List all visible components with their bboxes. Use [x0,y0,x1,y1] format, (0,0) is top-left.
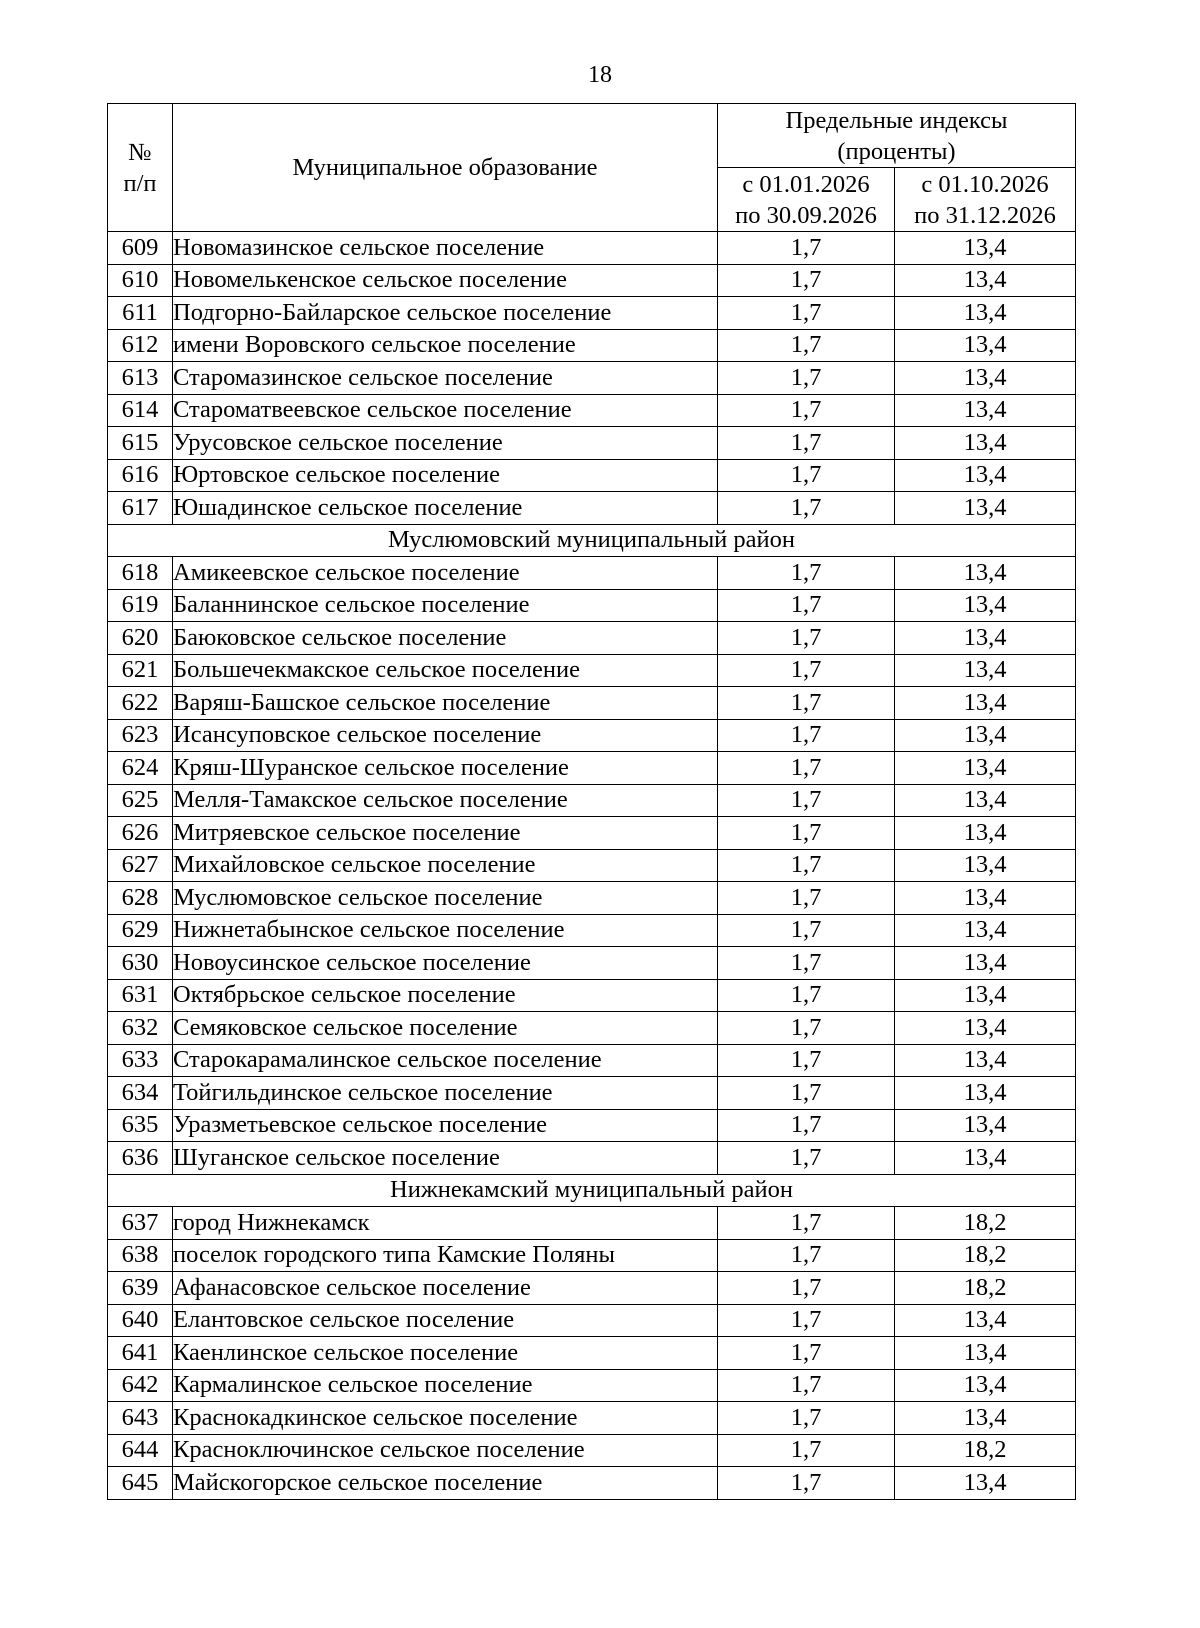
row-index-period-1: 1,7 [718,394,895,427]
row-municipality: Исансуповское сельское поселение [173,719,718,752]
row-number: 630 [108,947,173,980]
row-municipality: Юртовское сельское поселение [173,459,718,492]
table-row [108,1337,1076,1370]
indices-table [107,103,1076,1500]
row-municipality: Баланнинское сельское поселение [173,589,718,622]
row-number: 634 [108,1077,173,1110]
row-number: 626 [108,817,173,850]
table-row [108,1239,1076,1272]
row-municipality: Варяш-Башское сельское поселение [173,687,718,720]
row-index-period-1: 1,7 [718,297,895,330]
row-number: 620 [108,622,173,655]
row-number: 635 [108,1109,173,1142]
page-number: 18 [588,62,612,88]
row-municipality: Нижнетабынское сельское поселение [173,914,718,947]
section-title: Нижнекамский муниципальный район [108,1174,1076,1207]
row-number: 637 [108,1207,173,1240]
header-municipality: Муниципальное образование [173,104,718,232]
row-index-period-1: 1,7 [718,979,895,1012]
row-index-period-1: 1,7 [718,687,895,720]
row-municipality: Елантовское сельское поселение [173,1304,718,1337]
row-index-period-1: 1,7 [718,329,895,362]
table-row [108,1272,1076,1305]
row-number: 641 [108,1337,173,1370]
row-index-period-1: 1,7 [718,817,895,850]
row-index-period-2: 13,4 [895,1109,1076,1142]
row-index-period-1: 1,7 [718,264,895,297]
table-row [108,1304,1076,1337]
table-row [108,264,1076,297]
row-number: 629 [108,914,173,947]
row-index-period-2: 13,4 [895,427,1076,460]
row-number: 616 [108,459,173,492]
row-number: 624 [108,752,173,785]
row-index-period-2: 13,4 [895,784,1076,817]
header-indices-line1: Предельные индексы [785,106,1008,134]
row-index-period-1: 1,7 [718,849,895,882]
table-body [108,232,1076,1500]
row-index-period-1: 1,7 [718,1109,895,1142]
row-index-period-1: 1,7 [718,947,895,980]
row-municipality: Тойгильдинское сельское поселение [173,1077,718,1110]
row-municipality: Большечекмакское сельское поселение [173,654,718,687]
row-number: 636 [108,1142,173,1175]
row-number: 638 [108,1239,173,1272]
row-index-period-1: 1,7 [718,1077,895,1110]
table-row [108,947,1076,980]
row-index-period-1: 1,7 [718,719,895,752]
row-municipality: город Нижнекамск [173,1207,718,1240]
row-municipality: Уразметьевское сельское поселение [173,1109,718,1142]
row-number: 642 [108,1369,173,1402]
row-index-period-1: 1,7 [718,654,895,687]
row-index-period-1: 1,7 [718,784,895,817]
row-index-period-2: 13,4 [895,622,1076,655]
row-municipality: Каенлинское сельское поселение [173,1337,718,1370]
row-index-period-2: 13,4 [895,914,1076,947]
row-number: 618 [108,557,173,590]
table-row [108,719,1076,752]
row-index-period-2: 13,4 [895,329,1076,362]
row-municipality: Новомелькенское сельское поселение [173,264,718,297]
row-index-period-2: 18,2 [895,1272,1076,1305]
table-row [108,752,1076,785]
row-municipality: Краснокадкинское сельское поселение [173,1402,718,1435]
row-index-period-2: 13,4 [895,687,1076,720]
row-index-period-2: 13,4 [895,882,1076,915]
table-row [108,362,1076,395]
row-index-period-2: 13,4 [895,459,1076,492]
table-row [108,1012,1076,1045]
table-row [108,1467,1076,1500]
row-index-period-2: 13,4 [895,1012,1076,1045]
row-index-period-2: 13,4 [895,1304,1076,1337]
row-number: 640 [108,1304,173,1337]
row-municipality: Митряевское сельское поселение [173,817,718,850]
row-index-period-2: 13,4 [895,297,1076,330]
row-number: 612 [108,329,173,362]
row-index-period-1: 1,7 [718,492,895,525]
row-municipality: Мелля-Тамакское сельское поселение [173,784,718,817]
row-index-period-2: 13,4 [895,1402,1076,1435]
row-index-period-2: 13,4 [895,654,1076,687]
table-row [108,1044,1076,1077]
table-row [108,622,1076,655]
row-index-period-1: 1,7 [718,589,895,622]
row-municipality: Подгорно-Байларское сельское поселение [173,297,718,330]
table-header [108,104,1076,232]
row-number: 628 [108,882,173,915]
row-municipality: Старокарамалинское сельское поселение [173,1044,718,1077]
row-number: 643 [108,1402,173,1435]
table-row [108,882,1076,915]
table-row [108,784,1076,817]
row-number: 623 [108,719,173,752]
row-number: 631 [108,979,173,1012]
header-period-1 [718,168,895,232]
row-index-period-2: 13,4 [895,849,1076,882]
row-number: 621 [108,654,173,687]
row-index-period-2: 18,2 [895,1239,1076,1272]
row-number: 627 [108,849,173,882]
section-row [108,1174,1076,1207]
row-index-period-1: 1,7 [718,882,895,915]
row-index-period-2: 13,4 [895,1337,1076,1370]
row-number: 610 [108,264,173,297]
row-index-period-2: 13,4 [895,232,1076,265]
table-row [108,1402,1076,1435]
section-title: Муслюмовский муниципальный район [108,524,1076,557]
row-number: 625 [108,784,173,817]
row-index-period-2: 13,4 [895,947,1076,980]
table-row [108,557,1076,590]
row-number: 644 [108,1434,173,1467]
row-number: 632 [108,1012,173,1045]
row-index-period-2: 13,4 [895,492,1076,525]
row-number: 613 [108,362,173,395]
table-row [108,914,1076,947]
row-number: 617 [108,492,173,525]
header-period-1-line1: с 01.01.2026 [742,170,870,198]
row-municipality: Старомазинское сельское поселение [173,362,718,395]
header-number [108,104,173,232]
row-index-period-1: 1,7 [718,1272,895,1305]
row-index-period-1: 1,7 [718,914,895,947]
row-index-period-1: 1,7 [718,1044,895,1077]
row-index-period-1: 1,7 [718,1369,895,1402]
row-index-period-1: 1,7 [718,752,895,785]
row-municipality: Урусовское сельское поселение [173,427,718,460]
row-municipality: Кармалинское сельское поселение [173,1369,718,1402]
row-number: 645 [108,1467,173,1500]
row-index-period-2: 13,4 [895,1044,1076,1077]
table-row [108,1109,1076,1142]
header-period-2-line1: с 01.10.2026 [921,170,1049,198]
table-row [108,297,1076,330]
row-index-period-1: 1,7 [718,1239,895,1272]
row-index-period-2: 13,4 [895,752,1076,785]
table-row [108,394,1076,427]
row-municipality: поселок городского типа Камские Поляны [173,1239,718,1272]
row-index-period-1: 1,7 [718,1012,895,1045]
row-number: 622 [108,687,173,720]
row-index-period-2: 13,4 [895,264,1076,297]
row-index-period-1: 1,7 [718,622,895,655]
row-index-period-1: 1,7 [718,1434,895,1467]
table-row [108,1434,1076,1467]
row-index-period-1: 1,7 [718,1207,895,1240]
row-municipality: Семяковское сельское поселение [173,1012,718,1045]
row-municipality: Староматвеевское сельское поселение [173,394,718,427]
row-municipality: Шуганское сельское поселение [173,1142,718,1175]
header-number-line1: № [128,138,152,166]
row-index-period-2: 13,4 [895,719,1076,752]
row-index-period-1: 1,7 [718,362,895,395]
row-index-period-2: 13,4 [895,589,1076,622]
row-number: 611 [108,297,173,330]
row-index-period-2: 18,2 [895,1207,1076,1240]
row-municipality: Афанасовское сельское поселение [173,1272,718,1305]
row-municipality: Амикеевское сельское поселение [173,557,718,590]
table-row [108,817,1076,850]
row-index-period-2: 13,4 [895,362,1076,395]
row-number: 619 [108,589,173,622]
row-index-period-2: 13,4 [895,979,1076,1012]
table-row [108,1207,1076,1240]
row-municipality: Кряш-Шуранское сельское поселение [173,752,718,785]
row-number: 609 [108,232,173,265]
header-indices [718,104,1076,168]
table-row [108,849,1076,882]
table-row [108,1077,1076,1110]
row-index-period-2: 13,4 [895,1077,1076,1110]
row-number: 633 [108,1044,173,1077]
row-index-period-1: 1,7 [718,459,895,492]
header-period-2-line2: по 31.12.2026 [914,201,1056,229]
row-number: 639 [108,1272,173,1305]
header-number-line2: п/п [123,169,157,197]
row-index-period-2: 13,4 [895,1369,1076,1402]
table-row [108,979,1076,1012]
row-index-period-1: 1,7 [718,1337,895,1370]
table-row [108,687,1076,720]
row-index-period-1: 1,7 [718,232,895,265]
row-municipality: Майскогорское сельское поселение [173,1467,718,1500]
row-index-period-1: 1,7 [718,1304,895,1337]
row-index-period-1: 1,7 [718,1467,895,1500]
row-index-period-1: 1,7 [718,1142,895,1175]
table-row [108,459,1076,492]
row-number: 614 [108,394,173,427]
table-row [108,329,1076,362]
table-row [108,1142,1076,1175]
table-row [108,589,1076,622]
header-period-2 [895,168,1076,232]
table-row [108,232,1076,265]
row-municipality: имени Воровского сельское поселение [173,329,718,362]
row-index-period-2: 13,4 [895,1142,1076,1175]
table-row [108,654,1076,687]
row-index-period-2: 13,4 [895,817,1076,850]
row-index-period-1: 1,7 [718,557,895,590]
row-index-period-2: 13,4 [895,1467,1076,1500]
header-indices-line2: (проценты) [837,137,956,165]
table-row [108,492,1076,525]
row-municipality: Новомазинское сельское поселение [173,232,718,265]
row-municipality: Юшадинское сельское поселение [173,492,718,525]
section-row [108,524,1076,557]
row-index-period-1: 1,7 [718,1402,895,1435]
row-municipality: Октябрьское сельское поселение [173,979,718,1012]
header-period-1-line2: по 30.09.2026 [735,201,877,229]
row-municipality: Новоусинское сельское поселение [173,947,718,980]
row-index-period-2: 13,4 [895,557,1076,590]
table-row [108,427,1076,460]
row-municipality: Муслюмовское сельское поселение [173,882,718,915]
row-index-period-2: 18,2 [895,1434,1076,1467]
row-municipality: Баюковское сельское поселение [173,622,718,655]
row-municipality: Красноключинское сельское поселение [173,1434,718,1467]
row-municipality: Михайловское сельское поселение [173,849,718,882]
row-number: 615 [108,427,173,460]
table-row [108,1369,1076,1402]
row-index-period-2: 13,4 [895,394,1076,427]
row-index-period-1: 1,7 [718,427,895,460]
